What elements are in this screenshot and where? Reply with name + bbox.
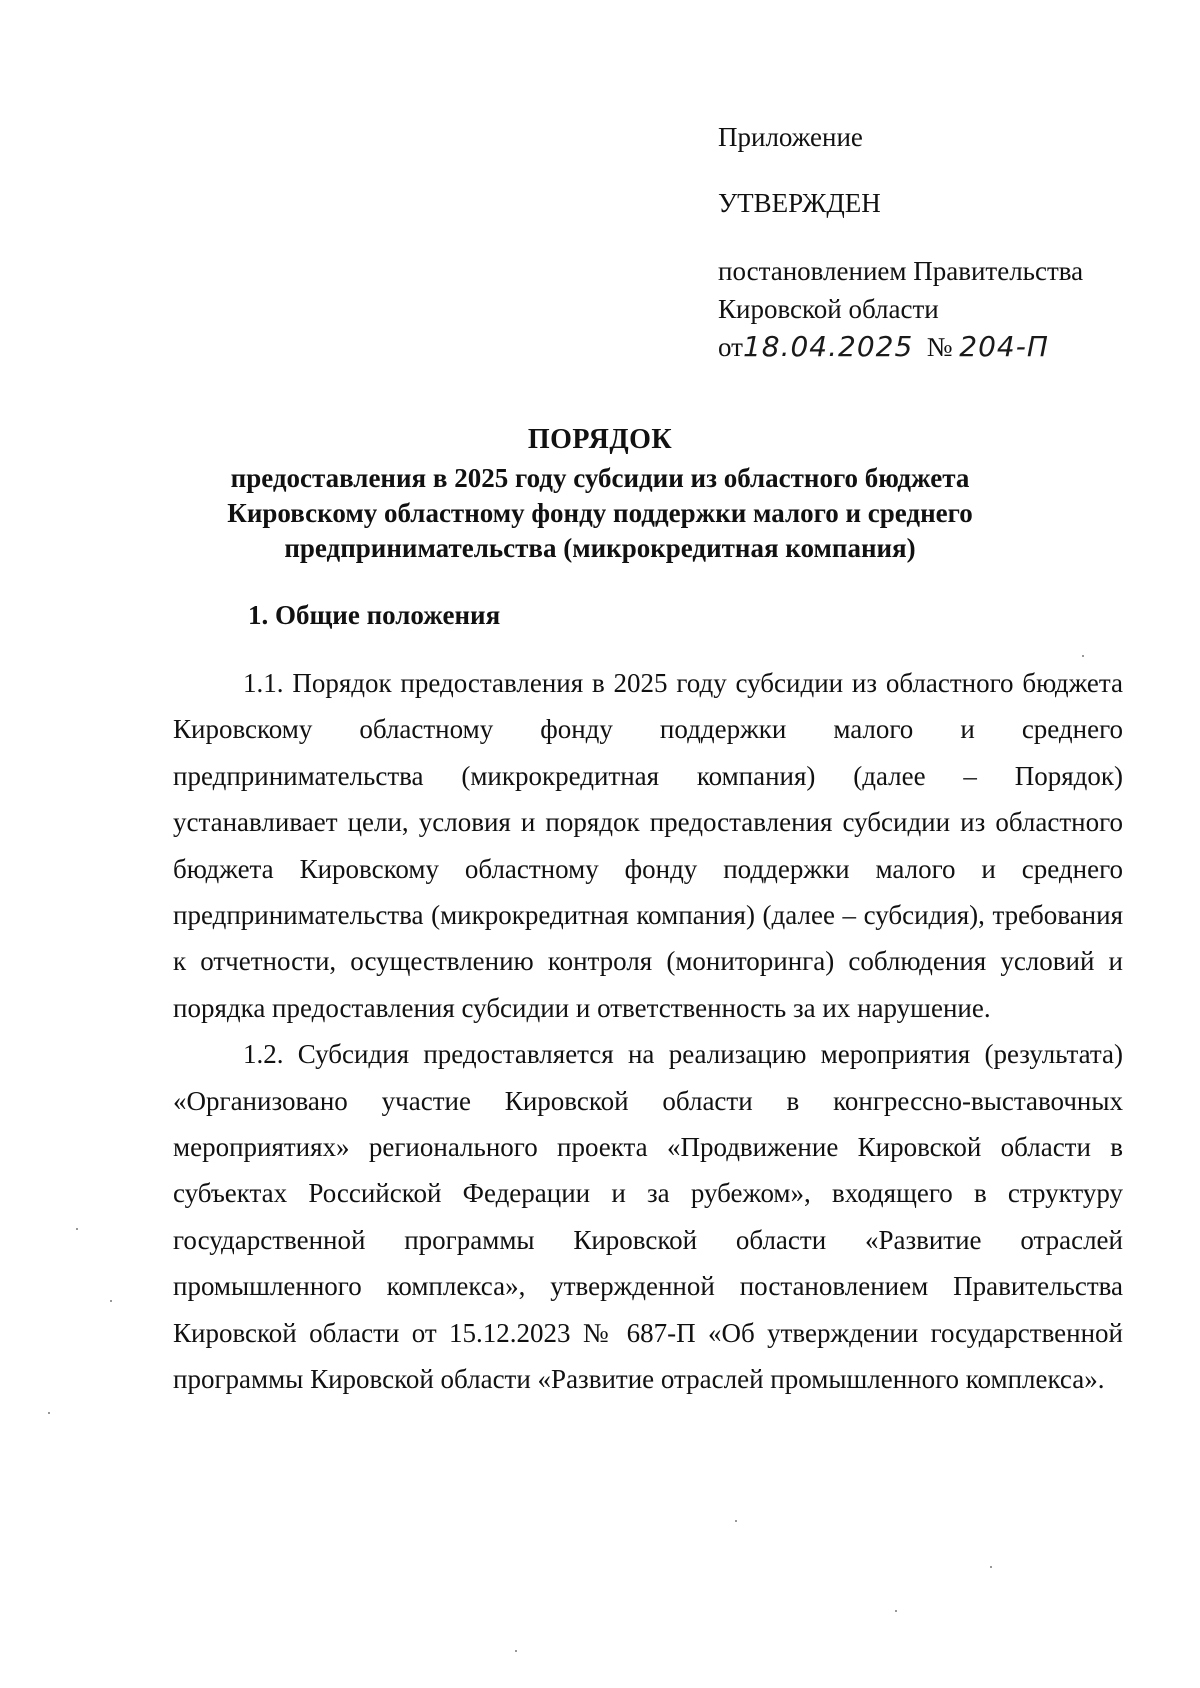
paragraph-1-1: 1.1. Порядок предоставления в 2025 году субсидии из областного бюджета Кировскому областному фонду поддержки малого и среднего предпринимательства (микрокредитная компания) (далее – Порядок) устанавливает цели, условия и порядок предоставления субсидии из областного бюджета Кировскому областному фонду поддержки малого и среднего предпринимательства (микрокредитная компания) (далее – субсидия), требования к отчетности, осуществлению контроля (мониторинга) соблюдения условий и порядка предоставления субсидии и ответственность за их нарушение. [173,668,1123,1023]
title-line-3: предпринимательства (микрокредитная компания) [284,533,916,563]
scan-speck [48,1412,50,1414]
scan-speck [515,1650,517,1652]
scan-speck [110,1300,112,1302]
appendix-label: Приложение [718,122,863,152]
scan-speck [990,1566,992,1568]
title-line-1: предоставления в 2025 году субсидии из областного бюджета [230,463,970,493]
scan-speck [1082,655,1084,657]
date-prefix: от [718,332,743,362]
handwritten-number: 204-П [959,330,1049,363]
handwritten-date: 18.04.2025 [742,330,914,363]
decree-line-1: постановлением Правительства [718,256,1084,286]
scan-speck [735,1520,737,1522]
document-title-block [140,422,1060,566]
scan-speck [76,1228,78,1230]
approval-stamp-block [718,118,1158,366]
number-prefix: № [926,332,953,362]
approved-label: УТВЕРЖДЕН [718,188,881,218]
section-heading: 1. Общие положения [248,600,501,630]
scan-speck [895,1610,897,1612]
section-body [173,660,1123,1403]
title-line-2: Кировскому областному фонду поддержки малого и среднего [227,498,973,528]
decree-line-2: Кировской области [718,294,939,324]
decree-date-line [718,328,1158,366]
paragraph-1-2: 1.2. Субсидия предоставляется на реализацию мероприятия (результата) «Организовано участие Кировской области в конгрессно-выставочных мероприятиях» регионального проекта «Продвижение Кировской области в субъектах Российской Федерации и за рубежом», входящего в структуру государственной программы Кировской области «Развитие отраслей промышленного комплекса», утвержденной постановлением Правительства Кировской области от 15.12.2023 № 687-П «Об утверждении государственной программы Кировской области «Развитие отраслей промышленного комплекса». [173,1039,1123,1395]
document-title: ПОРЯДОК [527,424,673,455]
